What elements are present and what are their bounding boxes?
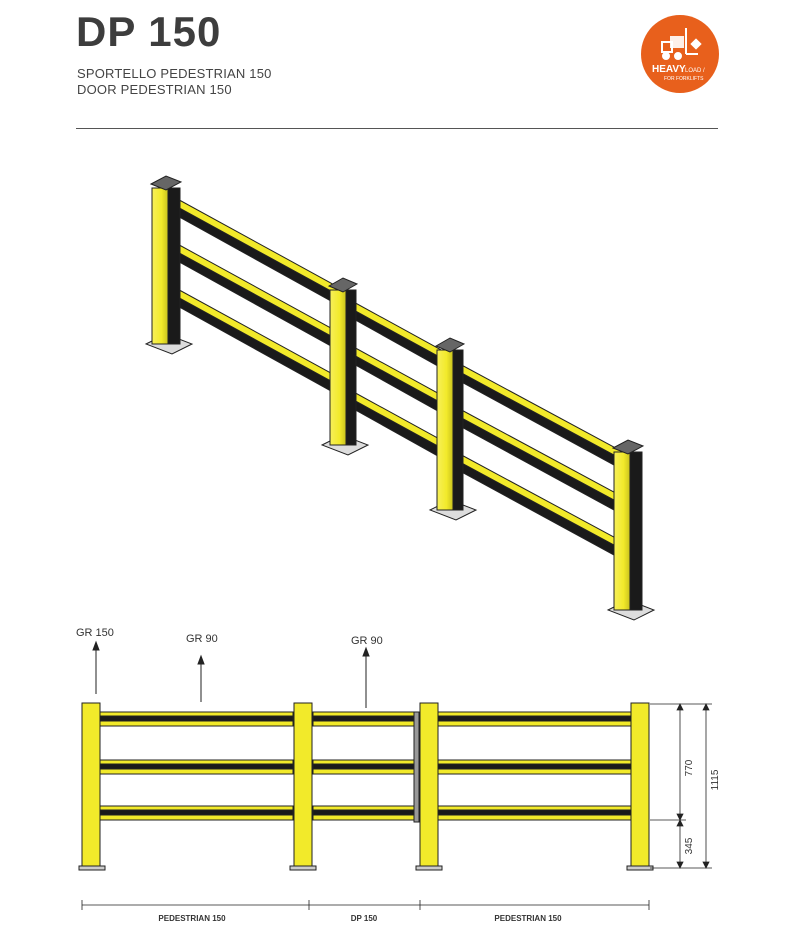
elev-rails-door — [313, 712, 419, 822]
elev-horizontal-dimensions — [82, 900, 649, 910]
dim-345: 345 — [684, 837, 695, 855]
iso-rails-segment-1 — [172, 196, 340, 396]
badge-load: LOAD / — [685, 68, 705, 74]
segment-pedestrian-150-right: PEDESTRIAN 150 — [494, 914, 562, 923]
callout-gr150: GR 150 — [76, 627, 114, 639]
badge-heavy: HEAVY — [652, 64, 686, 75]
subtitle-english: DOOR PEDESTRIAN 150 — [77, 82, 232, 97]
elevation-view — [76, 627, 721, 923]
iso-post-d — [608, 440, 654, 620]
isometric-view — [146, 176, 654, 620]
elev-post-4 — [627, 703, 653, 870]
subtitle-italian: SPORTELLO PEDESTRIAN 150 — [77, 66, 272, 81]
iso-rails-door — [350, 300, 445, 460]
elev-callouts — [93, 642, 369, 708]
elev-post-1 — [79, 703, 105, 870]
dim-1115: 1115 — [710, 769, 721, 791]
dim-770: 770 — [684, 759, 695, 777]
iso-rails-segment-3 — [456, 362, 625, 561]
callout-gr90-b: GR 90 — [351, 635, 383, 647]
elev-post-3 — [416, 703, 442, 870]
elev-rails-section-1 — [100, 712, 293, 820]
elev-vertical-dimensions — [650, 704, 712, 868]
elev-rails-section-3 — [438, 712, 631, 820]
segment-dp150: DP 150 — [350, 914, 378, 923]
callout-gr90-a: GR 90 — [186, 633, 218, 645]
badge-forklifts: FOR FORKLIFTS — [664, 76, 704, 82]
elev-post-2 — [290, 703, 316, 870]
page-title: DP 150 — [76, 8, 222, 55]
segment-pedestrian-150-left: PEDESTRIAN 150 — [158, 914, 226, 923]
